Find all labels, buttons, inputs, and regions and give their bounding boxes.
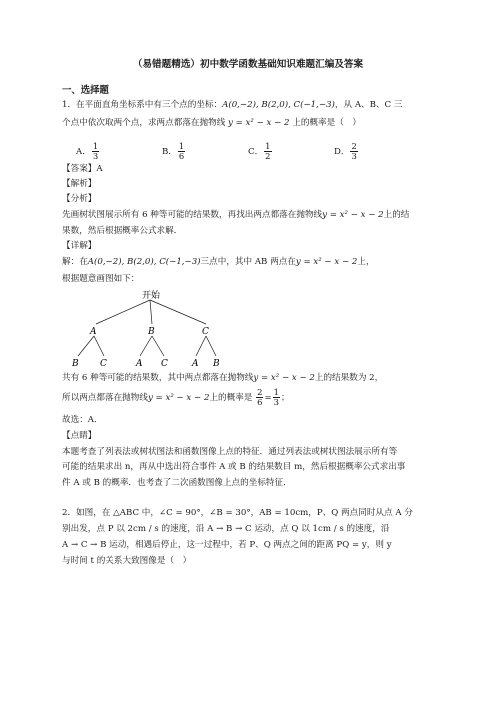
numerator: 1 xyxy=(265,141,271,151)
q2-line2: 别出发，点 P 以 2cm / s 的速度，沿 A → B → C 运动，点 Q 以 1cm / s 的速度，沿 xyxy=(62,524,390,534)
tree-leaf: B xyxy=(72,359,79,369)
numerator: 1 xyxy=(92,141,99,151)
denominator: 2 xyxy=(265,150,271,161)
fenxi-line1 xyxy=(62,209,409,221)
tree-leaf: A xyxy=(192,359,199,369)
page-title: （易错题精选）初中数学函数基础知识难题汇编及答案 xyxy=(132,59,364,70)
tree-leaf: B xyxy=(213,359,220,369)
parabola-formula: y = x² − x − 2 xyxy=(147,392,210,403)
option-label: B． xyxy=(162,146,177,157)
result-text: ； xyxy=(281,392,290,403)
xiangjie-tag: 【详解】 xyxy=(62,241,97,251)
q1-option-a xyxy=(76,142,100,161)
fenxi-text: 先画树状图展示所有 6 种等可能的结果数，再找出两点都落在抛物线 xyxy=(62,210,323,220)
answer-tag: 【答案】A xyxy=(62,164,103,174)
tree-leaf: C xyxy=(161,359,168,369)
q1-option-d xyxy=(334,142,359,161)
choose-line: 故选：A． xyxy=(62,415,103,425)
tree-edge xyxy=(78,336,94,356)
q1-text: 上的概率是（ ） xyxy=(292,118,361,128)
equals-sign: = xyxy=(264,392,272,403)
jie-text: 上， xyxy=(357,257,375,267)
option-label: A． xyxy=(76,146,91,157)
result-text: 所以两点都落在抛物线 xyxy=(62,392,148,403)
q1-text: 1．在平面直角坐标系中有三个点的坐标： xyxy=(62,100,223,110)
option-fraction xyxy=(178,142,185,161)
tree-leaf: A xyxy=(136,359,143,369)
tree-leaf: C xyxy=(100,359,107,369)
parabola-formula: y = x² − x − 2 xyxy=(253,373,315,383)
tree-edge xyxy=(94,336,104,356)
numerator: 1 xyxy=(178,141,185,151)
tree-edge xyxy=(96,300,150,324)
dianjing-line3: 件 A 或 B 的概率．也考查了二次函数图像上点的坐标特征． xyxy=(62,478,292,488)
tree-diagram-svg xyxy=(66,290,236,370)
tree-edge xyxy=(150,300,152,324)
numerator: 2 xyxy=(257,387,263,397)
option-fraction xyxy=(264,142,271,161)
numerator: 2 xyxy=(351,141,357,151)
result-fraction xyxy=(273,388,280,407)
tree-root: 开始 xyxy=(142,291,161,301)
q1-points: A(0,−2), B(2,0), C(−1,−3) xyxy=(222,100,335,110)
denominator: 3 xyxy=(273,396,280,407)
dianjing-tag: 【点睛】 xyxy=(62,431,97,441)
jie-line xyxy=(62,256,375,268)
result-text: 上的结果数为 2， xyxy=(314,373,384,383)
q1-line1 xyxy=(62,99,402,111)
parabola-formula: y = x² − x − 2 xyxy=(322,210,384,220)
tree-node: B xyxy=(148,327,155,337)
parabola-formula: y = x² − x − 2 xyxy=(295,257,358,267)
tree-edge xyxy=(196,336,206,356)
q1-points: A(0,−2), B(2,0), C(−1,−3) xyxy=(87,257,201,267)
tree-edge xyxy=(140,336,152,356)
section-heading: 一、选择题 xyxy=(62,85,109,96)
dianjing-line2: 可能的结果求出 n，再从中选出符合事件 A 或 B 的结果数目 m，然后根据概率公式求出事 xyxy=(62,462,406,472)
result-line2 xyxy=(62,388,290,407)
tree-node: C xyxy=(202,327,209,337)
dianjing-line1: 本题考查了列表法或树状图法和函数图像上点的特征．通过列表法或树状图法展示所有等 xyxy=(62,447,398,457)
result-fraction xyxy=(256,388,263,407)
q1-text: ，从 A、B、C 三 xyxy=(334,100,403,110)
jie-text: 三点中，其中 AB 两点在 xyxy=(200,257,296,267)
result-line1 xyxy=(62,372,383,384)
parabola-formula: y = x² − x − 2 xyxy=(228,118,290,128)
q1-text: 个点中依次取两个点，求两点都落在抛物线 xyxy=(62,118,226,128)
tree-edge xyxy=(152,336,164,356)
q2-line1: 2．如图，在 △ABC 中，∠C = 90°，∠B = 30°，AB = 10cm，P、Q 两点同时从点 A 分 xyxy=(62,508,413,518)
tree-node: A xyxy=(90,327,97,337)
tree-edge xyxy=(206,336,216,356)
fenxi-line2: 果数，然后根据概率公式求解． xyxy=(62,226,183,236)
tree-diagram xyxy=(66,290,236,370)
denominator: 3 xyxy=(351,150,357,161)
denominator: 3 xyxy=(92,150,99,161)
numerator: 1 xyxy=(273,387,280,397)
q1-option-b xyxy=(162,142,186,161)
denominator: 6 xyxy=(257,396,263,407)
tree-edge xyxy=(150,300,206,324)
tree-intro: 根据题意画图如下： xyxy=(62,274,140,284)
q1-option-c xyxy=(248,142,273,161)
denominator: 6 xyxy=(178,150,185,161)
jie-text: 解：在 xyxy=(62,257,88,267)
q2-line4: 与时间 t 的关系大致图像是（ ） xyxy=(62,556,192,566)
option-fraction xyxy=(92,142,99,161)
analysis-tag: 【解析】 xyxy=(62,179,97,189)
q2-line3: A → C → B 运动，相遇后停止，这一过程中，若 P、Q 两点之间的距离 PQ = y，则 y xyxy=(62,540,392,550)
fenxi-tag: 【分析】 xyxy=(62,194,97,204)
fenxi-text: 上的结 xyxy=(383,210,410,220)
option-label: C． xyxy=(248,146,264,157)
result-text: 共有 6 种等可能的结果数，其中两点都落在抛物线 xyxy=(62,373,254,383)
q1-line2 xyxy=(62,117,361,129)
option-label: D． xyxy=(334,146,350,157)
option-fraction xyxy=(350,142,357,161)
result-text: 上的概率是 xyxy=(209,392,253,403)
